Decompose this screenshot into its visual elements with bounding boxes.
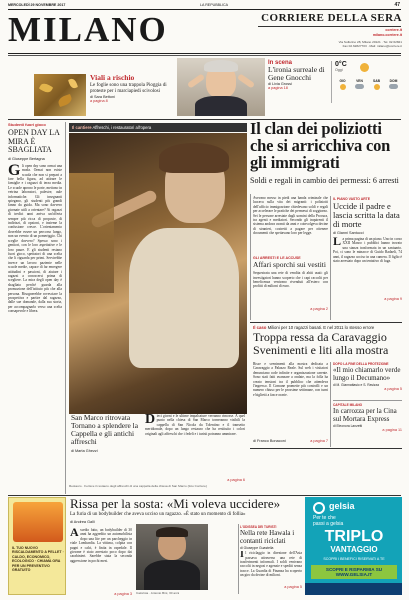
mini-body: Il riciclaggio in direzione dell'Asia passava attraverso una rete di trasferimenti informali. I soldi venivano raccolti in negozi e agenzie e spediti senza tracce. La Guardia di Finanza ha scoperto un giro da decine di milioni. — [240, 551, 302, 578]
feature-box-title[interactable]: San Marco ritrovata Tornano a splendere la Cappella e gli antichi affreschi — [71, 413, 138, 446]
side-body: La prima pagina di un piano. Uno in corso XXII Marzo: i pubblici hanno trovato una stanza trasformata in un santuario. Poi, ci sono le minacce di Guido Radaeli, 74 anni, il ragazzo ucciso in una camera. Il figlio è stato arrestato dopo un tentativo di fuga. — [333, 237, 402, 264]
note2-page[interactable]: a pagina 11 — [382, 428, 402, 433]
left-body: Gli open day sono ormai una moda. Ormai non esiste scuola che non si prepari a fare bella figura, ad attirare le famiglie e i ragazzi di terza media. Le scuole aprono le porte, mettono in vetrina laboratori, palestre, aule informatiche. Gli insegnanti spiegano, gli studenti più grandi fanno da guida. Ma sono davvero giornate utili a orientare? Ai ragazzi di tredici anni arriva un'offerta sempre più ricca di proposte, di indirizzi, di opzioni, e insieme la confusione cresce. L'orientamento dovrebbe essere un percorso lungo, non un evento di un pomeriggio. Chi sceglie davvero? Spesso sono i genitori, con le loro aspettative e le loro paure. E gli studenti restano fuori gioco, spettatori di una scelta che li riguarda per primi. Servirebbe invece un lavoro paziente nelle scuole medie, capace di far emergere attitudini e passioni, di aiutare i ragazzi a conoscersi prima di scegliere. La mira degli open day è sbagliata perché guarda alla promozione dell'istituto più che alla persona. Bisognerebbe rovesciare la prospettiva e partire dal ragazzo, dalle sue domande, dalla sua storia, per accompagnarlo verso una scelta consapevole e libera. — [8, 163, 62, 314]
bottom-body: Assedio fatto, un bodybuilder di 30 anni ha aggredito un automobilista dopo una lite per un parcheggio in viale Lombardia. La vittima, colpita con pugni e calci, è finita in ospedale. Il giovane è stato arrestato poco dopo dai carabinieri. Sarebbe stata la seconda aggressione in pochi mesi. — [70, 528, 132, 563]
sun-icon — [360, 63, 369, 72]
feature-caption: Restauro · Ferisce il restauro degli affreschi di una cappella della chiesa di San Marco (foto Corriere) — [69, 484, 207, 488]
weather-day-label: SAB — [373, 79, 380, 83]
main-headline[interactable]: Il clan dei poliziotti che si arricchiva con gli immigrati — [250, 119, 391, 173]
sun-icon — [340, 84, 346, 90]
promo-right-title[interactable]: L'ironia surreale di Gene Gnocchi — [268, 65, 325, 82]
mini-author: di Giuseppe Guastella — [240, 546, 274, 551]
main-contd[interactable]: a pagina 2 — [310, 307, 328, 312]
art-body: Risse e svenimenti alla mostra dedicata a Caravaggio a Palazzo Reale. Sul web i visitatori denunciano code infinite e organizzazione carente. Sono stati fatti avanzare a ondate, ma la folla ha creato tensioni tra il pubblico che attendeva l'ingresso. Il Comune promette più controlli e un numero chiuso per le prossime settimane, con turni e biglietti a fasce orarie. — [253, 362, 328, 397]
address-line: Fax 02.62827703 · Mail: milano@corriere.it — [342, 44, 402, 48]
note2-author: di Eleonora Lanzetti — [333, 424, 363, 429]
side-contd[interactable]: a pagina 9 — [384, 297, 402, 301]
side-kicker: IL PIANO VASTO ARTE — [333, 197, 370, 201]
cloud-icon — [355, 84, 364, 89]
main-subtitle: Soldi e regali in cambio dei permessi: 6 arresti — [250, 176, 399, 185]
ad-right[interactable] — [305, 497, 402, 595]
note1-author: di M. Giannattasio e S. Ravizza — [333, 383, 379, 388]
promo-right-author: di Livia Grossi — [268, 82, 292, 86]
address-line: Via Solferino 28, Milano 20121 · Tel. 02.62821 — [338, 40, 402, 44]
promo-left-page[interactable]: a pagina 8 — [90, 99, 108, 104]
weather-widget — [331, 61, 401, 103]
flame-icon — [13, 502, 63, 542]
date-line: MERCOLEDÌ 29 NOVEMBRE 2017 — [8, 3, 66, 7]
bottom-contd[interactable]: a pagina 3 — [114, 592, 132, 596]
note1-page[interactable]: a pagina 5 — [384, 387, 402, 392]
ad-gelsia-big2: VANTAGGIO — [330, 545, 378, 554]
leaves-photo — [34, 74, 86, 116]
bottom-caption: Calorista · Antonio Bini, 30 anni — [136, 591, 180, 595]
ad-left-text: IL TUO NUOVO RISCALDAMENTO A PELLET · CALDO, ECONOMICO, ECOLOGICO · CHIAMA ORA PER UN PREVENTIVO GRATUITO — [12, 546, 64, 573]
bottom-headline[interactable]: Rissa per la sosta: «Mi voleva uccidere» — [70, 496, 281, 511]
weather-day-label: DOM — [389, 79, 398, 83]
left-title[interactable]: OPEN DAY LA MIRA È SBAGLIATA — [8, 128, 60, 155]
feature-kicker-bar: Il cantiere Affreschi, i restauratori all'opera — [69, 123, 247, 132]
gene-gnocchi-photo — [177, 58, 265, 116]
side-author: di Gianni Santucci — [333, 231, 364, 235]
ad-gelsia-line: Per te che — [313, 515, 336, 521]
link-milano[interactable]: milano.corriere.it — [372, 32, 402, 37]
cloud-icon — [389, 84, 398, 89]
note2-title[interactable]: In carrozza per la Cina sul Mortara Express — [333, 407, 397, 423]
ad-gelsia-big: TRIPLO — [324, 528, 384, 545]
sun-icon — [374, 84, 380, 90]
promo-left-text: Le foglie sono una trappola Pioggia di proteste per i marciapiedi scivolosi — [90, 83, 167, 94]
note1-title[interactable]: «Il mio chiamarlo verde lungo il Decumano» — [333, 366, 401, 382]
edition-line: LA REPUBBLICA — [200, 3, 228, 7]
weather-day-label: VEN — [356, 79, 363, 83]
main-body: Avevano messo in piedi una banda criminale che lucrava sulla vita dei migranti: i poliziotti dell'ufficio immigrazione chiedevano soldi e regali per accelerare le pratiche dei permessi di soggiorno. Sei le persone arrestate dagli uomini della Procura, tra agenti e mediatori. Secondo gli inquirenti il sistema andava avanti da anni e coinvolgeva decine di stranieri, costretti a pagare per ottenere documenti che spettavano loro per legge. — [253, 196, 328, 236]
main-sub-title[interactable]: Affari sporchi sui vestiti — [253, 260, 326, 269]
ad-gelsia-small: SCOPRI I BENEFICI RISERVATI A TE — [323, 557, 385, 561]
art-contd[interactable]: a pagina 7 — [310, 439, 328, 443]
brand-logo: CORRIERE DELLA SERA — [261, 12, 402, 24]
restoration-photo — [69, 133, 247, 414]
mini-contd[interactable]: a pagina 5 — [284, 585, 302, 590]
feature-box-author: di Marta Ghezzi — [71, 449, 98, 453]
masthead-title: MILANO — [8, 10, 168, 49]
gelsia-logo-icon — [313, 502, 325, 514]
main-sub-body: Sequestrata una rete di vendita di abiti usati: gli investigatori hanno scoperto che i capi raccolti per beneficenza venivano rivenduti all'estero con profitti di milioni di euro. — [253, 271, 328, 289]
bodybuilder-photo — [136, 524, 208, 590]
art-kicker-line: Il caso Milioni per 10 ragazzi basati. E nel 2011 lo stesso errore — [253, 325, 375, 330]
ad-gelsia-footer — [305, 583, 402, 595]
feature-box-body: Dieci giorni e le ultime impalcature verranno rimosse. A quel punto nella chiesa di San Marco torneranno visibili la cappella di San Nicola da Tolentino e il transetto meridionale, dopo un lungo restauro che ha restituito i colori originali agli affreschi che i fedeli e i turisti potranno ammirare. — [145, 414, 245, 436]
ad-gelsia-line: passi a gelsia — [313, 520, 344, 527]
bottom-author: di Andrea Galli — [70, 520, 95, 524]
weather-today-temp: 0°C — [335, 61, 347, 68]
promo-left-title[interactable]: Viali a rischio — [90, 73, 135, 82]
bottom-subtitle: La furia di un bodybuilder che aveva ucciso un ragazzo. «È stato un momento di follia» — [70, 512, 246, 517]
page-number: 47 — [394, 2, 400, 8]
promo-right-page[interactable]: a pagina 18 — [268, 86, 288, 90]
left-kicker: Studenti fuori gioco — [8, 122, 46, 127]
note2-kicker: CAPITALE MILANO — [333, 403, 363, 407]
ad-gelsia-brand: gelsia — [329, 501, 355, 511]
side-title[interactable]: Uccide il padre e lascia scritta la data di morte — [333, 201, 400, 229]
feature-page[interactable]: a pagina 6 — [227, 478, 245, 482]
promo-right-kicker: In scena — [268, 60, 293, 66]
mini-title[interactable]: Nella rete Hawala i contanti riciclati — [240, 529, 295, 545]
weather-day-label: GIO — [339, 79, 346, 83]
weather-today-label: Oggi — [335, 68, 343, 72]
ad-left[interactable] — [8, 497, 66, 595]
main-subhead: GLI ARRESTI E LE ACCUSE — [253, 256, 301, 260]
ad-gelsia-cta[interactable]: SCOPRI E RISPARMIA SU WWW.GELSIA.IT — [311, 565, 397, 579]
art-author: di Franco Bonaconi — [253, 439, 286, 443]
link-corriere[interactable]: corriere.it — [385, 28, 402, 32]
mini-kicker: L'ODISSEA DEI TURISTI — [240, 525, 277, 529]
art-title[interactable]: Troppa ressa da Caravaggio Svenimenti e liti alla mostra — [253, 330, 389, 357]
left-author: di Giuseppe Bertagna — [8, 156, 45, 161]
promo-left-author: di Sara Bettoni — [90, 95, 115, 100]
note1-kicker: DOPO LA FINE DELLA PROTEZIONE — [333, 362, 389, 366]
